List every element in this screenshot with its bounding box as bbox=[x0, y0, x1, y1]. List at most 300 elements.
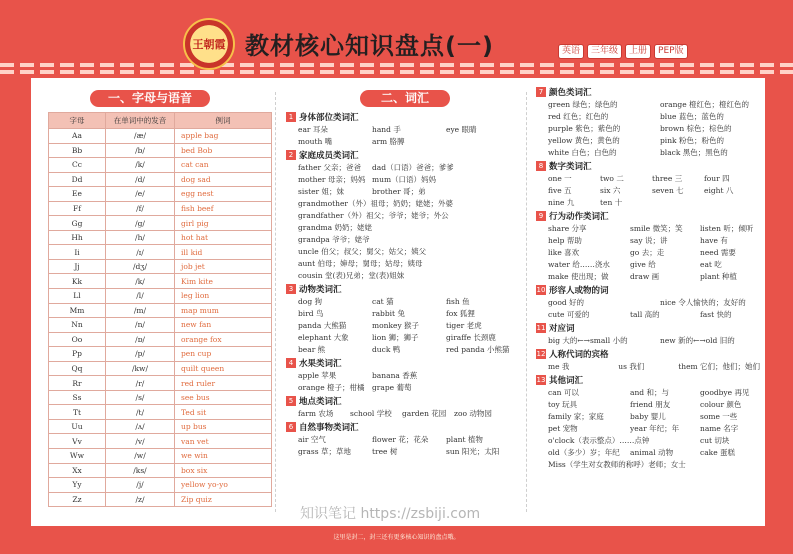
vocab-entry: red panda 小熊猫 bbox=[446, 345, 510, 354]
example-words-cell: red ruler bbox=[175, 376, 272, 391]
table-row bbox=[49, 390, 272, 405]
example-words-cell: van vet bbox=[175, 434, 272, 449]
vocab-entry: name 名字 bbox=[700, 424, 739, 433]
example-words-cell: girl pig bbox=[175, 216, 272, 231]
phoneme-cell: /k/ bbox=[106, 158, 175, 173]
vocab-entry: plant 植物 bbox=[446, 435, 483, 444]
vocab-entry: and 和；与 bbox=[630, 388, 669, 397]
vocab-entry: four 四 bbox=[704, 174, 730, 183]
vocab-row bbox=[286, 370, 522, 382]
letter-cell: Ii bbox=[49, 245, 106, 260]
example-words-cell: hot hat bbox=[175, 230, 272, 245]
vocab-entry bbox=[350, 458, 402, 470]
vocab-entry: fish 鱼 bbox=[446, 297, 470, 306]
category-heading bbox=[536, 209, 760, 223]
wave-decoration bbox=[0, 63, 793, 67]
vocab-row bbox=[286, 136, 522, 148]
vocab-entry: new 新的←→old 旧的 bbox=[660, 336, 735, 345]
vocab-entry bbox=[372, 258, 446, 270]
letter-cell: Aa bbox=[49, 129, 106, 144]
example-words-cell: we win bbox=[175, 449, 272, 464]
vocab-row bbox=[286, 408, 522, 420]
badge-volume: 上册 bbox=[625, 44, 651, 59]
table-row bbox=[49, 347, 272, 362]
table-row bbox=[49, 259, 272, 274]
vocab-row bbox=[536, 459, 760, 471]
letter-cell: Cc bbox=[49, 158, 106, 173]
vocab-entry: eat 吃 bbox=[700, 260, 722, 269]
vocab-row bbox=[536, 387, 760, 399]
letter-cell: Jj bbox=[49, 259, 106, 274]
phoneme-cell: /w/ bbox=[106, 449, 175, 464]
phoneme-cell: /t/ bbox=[106, 405, 175, 420]
table-row bbox=[49, 492, 272, 507]
example-words-cell: map mum bbox=[175, 303, 272, 318]
vocab-entry: air 空气 bbox=[298, 435, 326, 444]
vocab-row bbox=[286, 344, 522, 356]
vocab-entry: arm 胳膊 bbox=[372, 137, 405, 146]
vocab-row bbox=[286, 296, 522, 308]
vocab-entry: cake 蛋糕 bbox=[700, 448, 736, 457]
table-row bbox=[49, 230, 272, 245]
vocab-row bbox=[536, 147, 760, 159]
vocab-entry: cute 可爱的 bbox=[548, 310, 590, 319]
vocab-entry: us 我们 bbox=[618, 362, 645, 371]
category-number: 10 bbox=[536, 286, 546, 294]
table-row bbox=[49, 187, 272, 202]
vocab-entry: cat 猫 bbox=[372, 297, 394, 306]
example-words-cell: leg lion bbox=[175, 289, 272, 304]
vocab-entry bbox=[372, 222, 446, 234]
vocab-row bbox=[286, 258, 522, 270]
vocab-entry: some 一些 bbox=[700, 412, 738, 421]
vocab-entry bbox=[372, 246, 446, 258]
phoneme-cell: /n/ bbox=[106, 318, 175, 333]
vocab-entry: fast 快的 bbox=[700, 310, 732, 319]
letter-cell: Mm bbox=[49, 303, 106, 318]
vocab-row bbox=[286, 222, 522, 234]
vocab-row bbox=[286, 198, 522, 210]
vocab-entry: one 一 bbox=[548, 174, 572, 183]
vocab-entry: nice 令人愉快的；友好的 bbox=[660, 298, 746, 307]
badge-edition: PEP版 bbox=[654, 44, 688, 59]
vocab-entry: pet 宠物 bbox=[548, 424, 578, 433]
letter-cell: Pp bbox=[49, 347, 106, 362]
vocab-entry: banana 香蕉 bbox=[372, 371, 418, 380]
vocab-entry: red 红色；红色的 bbox=[548, 112, 609, 121]
phoneme-cell: /kw/ bbox=[106, 361, 175, 376]
category-heading bbox=[286, 394, 522, 408]
vocab-row bbox=[536, 423, 760, 435]
letter-cell: Gg bbox=[49, 216, 106, 231]
example-words-cell: up bus bbox=[175, 419, 272, 434]
category-name: 数字类词汇 bbox=[549, 162, 592, 172]
vocab-entry: monkey 猴子 bbox=[372, 321, 420, 330]
vocab-entry: aunt 伯母；婶母；舅母；姑母；姨母 bbox=[298, 259, 423, 268]
vocab-entry bbox=[630, 459, 700, 471]
vocab-entry: baby 婴儿 bbox=[630, 412, 666, 421]
vocab-entry: give 给 bbox=[630, 260, 656, 269]
vocab-row bbox=[536, 173, 760, 185]
example-words-cell: yellow yo-yo bbox=[175, 478, 272, 493]
letter-cell: Uu bbox=[49, 419, 106, 434]
letter-cell: Zz bbox=[49, 492, 106, 507]
vocab-entry: white 白色；白色的 bbox=[548, 148, 617, 157]
vocab-entry: eye 眼睛 bbox=[446, 125, 477, 134]
category-name: 水果类词汇 bbox=[299, 359, 342, 369]
vocab-row bbox=[536, 185, 760, 197]
vocab-entry: yellow 黄色；黄色的 bbox=[548, 136, 620, 145]
category-heading bbox=[286, 148, 522, 162]
vocab-row bbox=[286, 246, 522, 258]
category-name: 其他词汇 bbox=[549, 376, 584, 386]
phoneme-cell: /k/ bbox=[106, 274, 175, 289]
category-number: 11 bbox=[536, 324, 546, 332]
vocab-entry: seven 七 bbox=[652, 186, 684, 195]
vocab-entry: garden 花园 bbox=[402, 409, 447, 418]
vocab-entry: orange 橙子；柑橘 bbox=[298, 383, 365, 392]
category-name: 地点类词汇 bbox=[299, 397, 342, 407]
section-heading-letters: 一、字母与语音 bbox=[90, 90, 210, 107]
category-name: 人称代词的宾格 bbox=[549, 350, 609, 360]
category-name: 形容人或物的词 bbox=[549, 286, 609, 296]
vocab-entry: grape 葡萄 bbox=[372, 383, 412, 392]
phoneme-cell: /j/ bbox=[106, 478, 175, 493]
vocab-row bbox=[536, 135, 760, 147]
vocab-entry: animal 动物 bbox=[630, 448, 674, 457]
vocab-entry: cousin 堂(表)兄弟；堂(表)姐妹 bbox=[298, 271, 405, 280]
phoneme-cell: /p/ bbox=[106, 347, 175, 362]
vocab-entry: bird 鸟 bbox=[298, 309, 324, 318]
vocab-entry: need 需要 bbox=[700, 248, 736, 257]
vocab-entry bbox=[630, 435, 700, 447]
vocab-entry: help 帮助 bbox=[548, 236, 582, 245]
vocab-entry: blue 蓝色；蓝色的 bbox=[660, 112, 724, 121]
example-words-cell: ill kid bbox=[175, 245, 272, 260]
vocab-column-2 bbox=[286, 110, 522, 470]
column-header: 例词 bbox=[175, 113, 272, 129]
phoneme-cell: /ɒ/ bbox=[106, 332, 175, 347]
category-number: 1 bbox=[286, 112, 296, 122]
vocab-row bbox=[286, 446, 522, 458]
example-words-cell: Kim kite bbox=[175, 274, 272, 289]
brand-logo bbox=[183, 18, 235, 70]
vocab-entry: eight 八 bbox=[704, 186, 734, 195]
vocab-entry bbox=[402, 458, 454, 470]
category-name: 行为动作类词汇 bbox=[549, 212, 609, 222]
category-number: 13 bbox=[536, 376, 546, 384]
example-words-cell: pen cup bbox=[175, 347, 272, 362]
vocab-entry: o'clock（表示整点）……点钟 bbox=[548, 436, 650, 445]
letter-cell: Kk bbox=[49, 274, 106, 289]
letter-cell: Bb bbox=[49, 143, 106, 158]
vocab-entry: make 使出现；做 bbox=[548, 272, 609, 281]
category-heading bbox=[286, 110, 522, 124]
vocab-entry: elephant 大象 bbox=[298, 333, 349, 342]
page-title: 教材核心知识盘点(一) bbox=[245, 32, 494, 60]
vocab-entry: ear 耳朵 bbox=[298, 125, 328, 134]
vocab-entry: brown 棕色；棕色的 bbox=[660, 124, 732, 133]
vocab-entry: goodbye 再见 bbox=[700, 388, 750, 397]
vocab-entry: tall 高的 bbox=[630, 310, 660, 319]
header bbox=[0, 0, 793, 78]
vocab-entry: can 可以 bbox=[548, 388, 579, 397]
vocab-row bbox=[536, 99, 760, 111]
category-heading bbox=[536, 85, 760, 99]
letter-cell: Yy bbox=[49, 478, 106, 493]
vocab-row bbox=[286, 270, 522, 282]
table-row bbox=[49, 478, 272, 493]
table-row bbox=[49, 201, 272, 216]
category-name: 动物类词汇 bbox=[299, 285, 342, 295]
table-row bbox=[49, 245, 272, 260]
vocab-entry: purple 紫色；紫色的 bbox=[548, 124, 621, 133]
vocab-row bbox=[286, 434, 522, 446]
vocab-entry: cut 切块 bbox=[700, 436, 730, 445]
vocab-entry: mum（口语）妈妈 bbox=[372, 175, 437, 184]
table-row bbox=[49, 216, 272, 231]
vocab-row bbox=[286, 124, 522, 136]
vocab-entry: orange 橙红色；橙红色的 bbox=[660, 100, 750, 109]
category-number: 8 bbox=[536, 161, 546, 171]
example-words-cell: egg nest bbox=[175, 187, 272, 202]
vocab-entry: grandmother（外）祖母；奶奶；姥姥；外婆 bbox=[298, 199, 453, 208]
vocab-entry bbox=[652, 197, 704, 209]
vocab-entry: go 去；走 bbox=[630, 248, 665, 257]
vocab-row bbox=[536, 235, 760, 247]
vocab-entry: giraffe 长颈鹿 bbox=[446, 333, 496, 342]
table-row bbox=[49, 434, 272, 449]
badge-group bbox=[558, 44, 688, 59]
example-words-cell: Zip quiz bbox=[175, 492, 272, 507]
wave-decoration bbox=[0, 70, 793, 74]
category-number: 12 bbox=[536, 350, 546, 358]
vocab-entry: say 说；讲 bbox=[630, 236, 668, 245]
vocab-entry bbox=[298, 458, 350, 470]
table-row bbox=[49, 143, 272, 158]
category-heading bbox=[536, 159, 760, 173]
example-words-cell: fish beef bbox=[175, 201, 272, 216]
vocab-row bbox=[536, 411, 760, 423]
vocab-entry: smile 微笑；笑 bbox=[630, 224, 683, 233]
vocab-entry: dad（口语）爸爸；爹爹 bbox=[372, 163, 454, 172]
letter-cell: Ss bbox=[49, 390, 106, 405]
footnote: 这里是封二，封三还有更多核心知识的盘点哦。 bbox=[333, 534, 460, 541]
vocab-entry bbox=[372, 198, 446, 210]
vocab-entry: brother 哥；弟 bbox=[372, 187, 426, 196]
vocab-entry: five 五 bbox=[548, 186, 572, 195]
vocab-entry: dog 狗 bbox=[298, 297, 323, 306]
phoneme-cell: /æ/ bbox=[106, 129, 175, 144]
table-row bbox=[49, 361, 272, 376]
vocab-entry: like 喜欢 bbox=[548, 248, 580, 257]
letter-cell: Ff bbox=[49, 201, 106, 216]
vocab-entry: grass 草；草地 bbox=[298, 447, 351, 456]
letter-cell: Vv bbox=[49, 434, 106, 449]
vocab-entry: colour 颜色 bbox=[700, 400, 742, 409]
vocab-entry: Miss（学生对女教师的称呼）老师；女士 bbox=[548, 460, 686, 469]
table-row bbox=[49, 449, 272, 464]
letter-cell: Oo bbox=[49, 332, 106, 347]
vocab-entry: old（多少）岁；年纪 bbox=[548, 448, 620, 457]
vocab-row bbox=[286, 174, 522, 186]
badge-grade: 三年级 bbox=[587, 44, 622, 59]
vocab-entry: water 给……浇水 bbox=[548, 260, 610, 269]
example-words-cell: Ted sit bbox=[175, 405, 272, 420]
vocab-row bbox=[286, 186, 522, 198]
phoneme-cell: /e/ bbox=[106, 187, 175, 202]
vocab-entry: sun 阳光；太阳 bbox=[446, 447, 500, 456]
vocab-row bbox=[536, 399, 760, 411]
logo-text: 王朝霞 bbox=[192, 38, 226, 51]
table-row bbox=[49, 172, 272, 187]
vocab-entry: pink 粉色；粉色的 bbox=[660, 136, 724, 145]
vocab-entry: mouth 嘴 bbox=[298, 137, 333, 146]
vocab-entry: grandfather（外）祖父；爷爷；姥爷；外公 bbox=[298, 211, 449, 220]
vocab-row bbox=[536, 309, 760, 321]
vocab-entry bbox=[372, 234, 446, 246]
category-number: 5 bbox=[286, 396, 296, 406]
vocab-row bbox=[286, 308, 522, 320]
vocab-entry: hand 手 bbox=[372, 125, 401, 134]
category-heading bbox=[286, 420, 522, 434]
category-name: 身体部位类词汇 bbox=[299, 113, 359, 123]
table-row bbox=[49, 405, 272, 420]
vocab-row bbox=[536, 197, 760, 209]
vocab-entry: two 二 bbox=[600, 174, 624, 183]
vocab-entry: family 家；家庭 bbox=[548, 412, 604, 421]
vocab-entry: fox 狐狸 bbox=[446, 309, 475, 318]
table-row bbox=[49, 129, 272, 144]
section-heading-vocab: 二、词汇 bbox=[360, 90, 450, 107]
vocab-entry: duck 鸭 bbox=[372, 345, 401, 354]
vocab-row bbox=[286, 234, 522, 246]
vocab-entry: plant 种植 bbox=[700, 272, 737, 281]
vocab-row bbox=[536, 335, 760, 347]
phoneme-cell: /ks/ bbox=[106, 463, 175, 478]
category-number: 3 bbox=[286, 284, 296, 294]
vocab-row bbox=[536, 447, 760, 459]
vocab-entry: apple 苹果 bbox=[298, 371, 337, 380]
phoneme-cell: /d/ bbox=[106, 172, 175, 187]
letter-cell: Ww bbox=[49, 449, 106, 464]
vocab-entry: black 黑色；黑色的 bbox=[660, 148, 728, 157]
vocab-row bbox=[536, 435, 760, 447]
vocab-row bbox=[286, 382, 522, 394]
vocab-row bbox=[536, 123, 760, 135]
vocab-entry: flower 花；花朵 bbox=[372, 435, 429, 444]
phoneme-cell: /s/ bbox=[106, 390, 175, 405]
letter-cell: Dd bbox=[49, 172, 106, 187]
example-words-cell: job jet bbox=[175, 259, 272, 274]
vocab-entry: me 我 bbox=[548, 362, 570, 371]
category-heading bbox=[536, 373, 760, 387]
vocab-entry: tiger 老虎 bbox=[446, 321, 482, 330]
vocab-row bbox=[536, 361, 760, 373]
table-row bbox=[49, 158, 272, 173]
phoneme-cell: /r/ bbox=[106, 376, 175, 391]
vocab-entry: school 学校 bbox=[350, 409, 392, 418]
vocab-entry: tree 树 bbox=[372, 447, 398, 456]
letter-cell: Hh bbox=[49, 230, 106, 245]
vocab-row bbox=[536, 223, 760, 235]
vocab-entry: sister 姐；妹 bbox=[298, 187, 345, 196]
table-row bbox=[49, 303, 272, 318]
table-row bbox=[49, 332, 272, 347]
vocab-entry: listen 听；倾听 bbox=[700, 224, 754, 233]
phoneme-cell: /h/ bbox=[106, 230, 175, 245]
phoneme-cell: /l/ bbox=[106, 289, 175, 304]
vocab-entry: big 大的←→small 小的 bbox=[548, 336, 628, 345]
vocab-entry: good 好的 bbox=[548, 298, 585, 307]
column-divider bbox=[275, 92, 276, 512]
category-heading bbox=[536, 347, 760, 361]
vocab-entry: father 父亲；爸爸 bbox=[298, 163, 361, 172]
letter-cell: Ee bbox=[49, 187, 106, 202]
vocab-entry: uncle 伯父；叔父；舅父；姑父；姨父 bbox=[298, 247, 427, 256]
vocab-row bbox=[286, 458, 522, 470]
vocab-entry: six 六 bbox=[600, 186, 621, 195]
column-header: 字母 bbox=[49, 113, 106, 129]
example-words-cell: quilt queen bbox=[175, 361, 272, 376]
vocab-entry: ten 十 bbox=[600, 198, 623, 207]
table-row bbox=[49, 376, 272, 391]
phoneme-cell: /dʒ/ bbox=[106, 259, 175, 274]
vocab-entry: grandma 奶奶；姥姥 bbox=[298, 223, 372, 232]
example-words-cell: orange fox bbox=[175, 332, 272, 347]
vocab-entry: grandpa 爷爷；姥爷 bbox=[298, 235, 370, 244]
example-words-cell: apple bag bbox=[175, 129, 272, 144]
vocab-row bbox=[286, 210, 522, 222]
letter-cell: Rr bbox=[49, 376, 106, 391]
phoneme-cell: /f/ bbox=[106, 201, 175, 216]
vocab-column-3 bbox=[536, 85, 760, 471]
vocab-entry: bear 熊 bbox=[298, 345, 326, 354]
category-name: 自然事物类词汇 bbox=[299, 423, 359, 433]
letter-sound-table bbox=[48, 112, 272, 507]
vocab-row bbox=[286, 162, 522, 174]
vocab-entry: friend 朋友 bbox=[630, 400, 671, 409]
vocab-entry: green 绿色；绿色的 bbox=[548, 100, 618, 109]
category-name: 颜色类词汇 bbox=[549, 88, 592, 98]
category-number: 7 bbox=[536, 87, 546, 97]
letter-cell: Tt bbox=[49, 405, 106, 420]
table-row bbox=[49, 419, 272, 434]
vocab-entry: have 有 bbox=[700, 236, 728, 245]
table-row bbox=[49, 289, 272, 304]
column-header: 在单词中的发音 bbox=[106, 113, 175, 129]
example-words-cell: cat can bbox=[175, 158, 272, 173]
category-heading bbox=[286, 282, 522, 296]
vocab-entry: zoo 动物园 bbox=[454, 409, 492, 418]
category-number: 4 bbox=[286, 358, 296, 368]
category-heading bbox=[536, 321, 760, 335]
badge-subject: 英语 bbox=[558, 44, 584, 59]
vocab-entry: three 三 bbox=[652, 174, 683, 183]
letter-cell: Qq bbox=[49, 361, 106, 376]
vocab-row bbox=[536, 111, 760, 123]
category-name: 家庭成员类词汇 bbox=[299, 151, 359, 161]
phoneme-cell: /b/ bbox=[106, 143, 175, 158]
phoneme-cell: /v/ bbox=[106, 434, 175, 449]
vocab-entry: panda 大熊猫 bbox=[298, 321, 347, 330]
category-name: 对应词 bbox=[549, 324, 575, 334]
column-divider bbox=[526, 92, 527, 512]
phoneme-cell: /m/ bbox=[106, 303, 175, 318]
vocab-entry bbox=[372, 210, 446, 222]
vocab-entry: farm 农场 bbox=[298, 409, 334, 418]
vocab-row bbox=[536, 271, 760, 283]
